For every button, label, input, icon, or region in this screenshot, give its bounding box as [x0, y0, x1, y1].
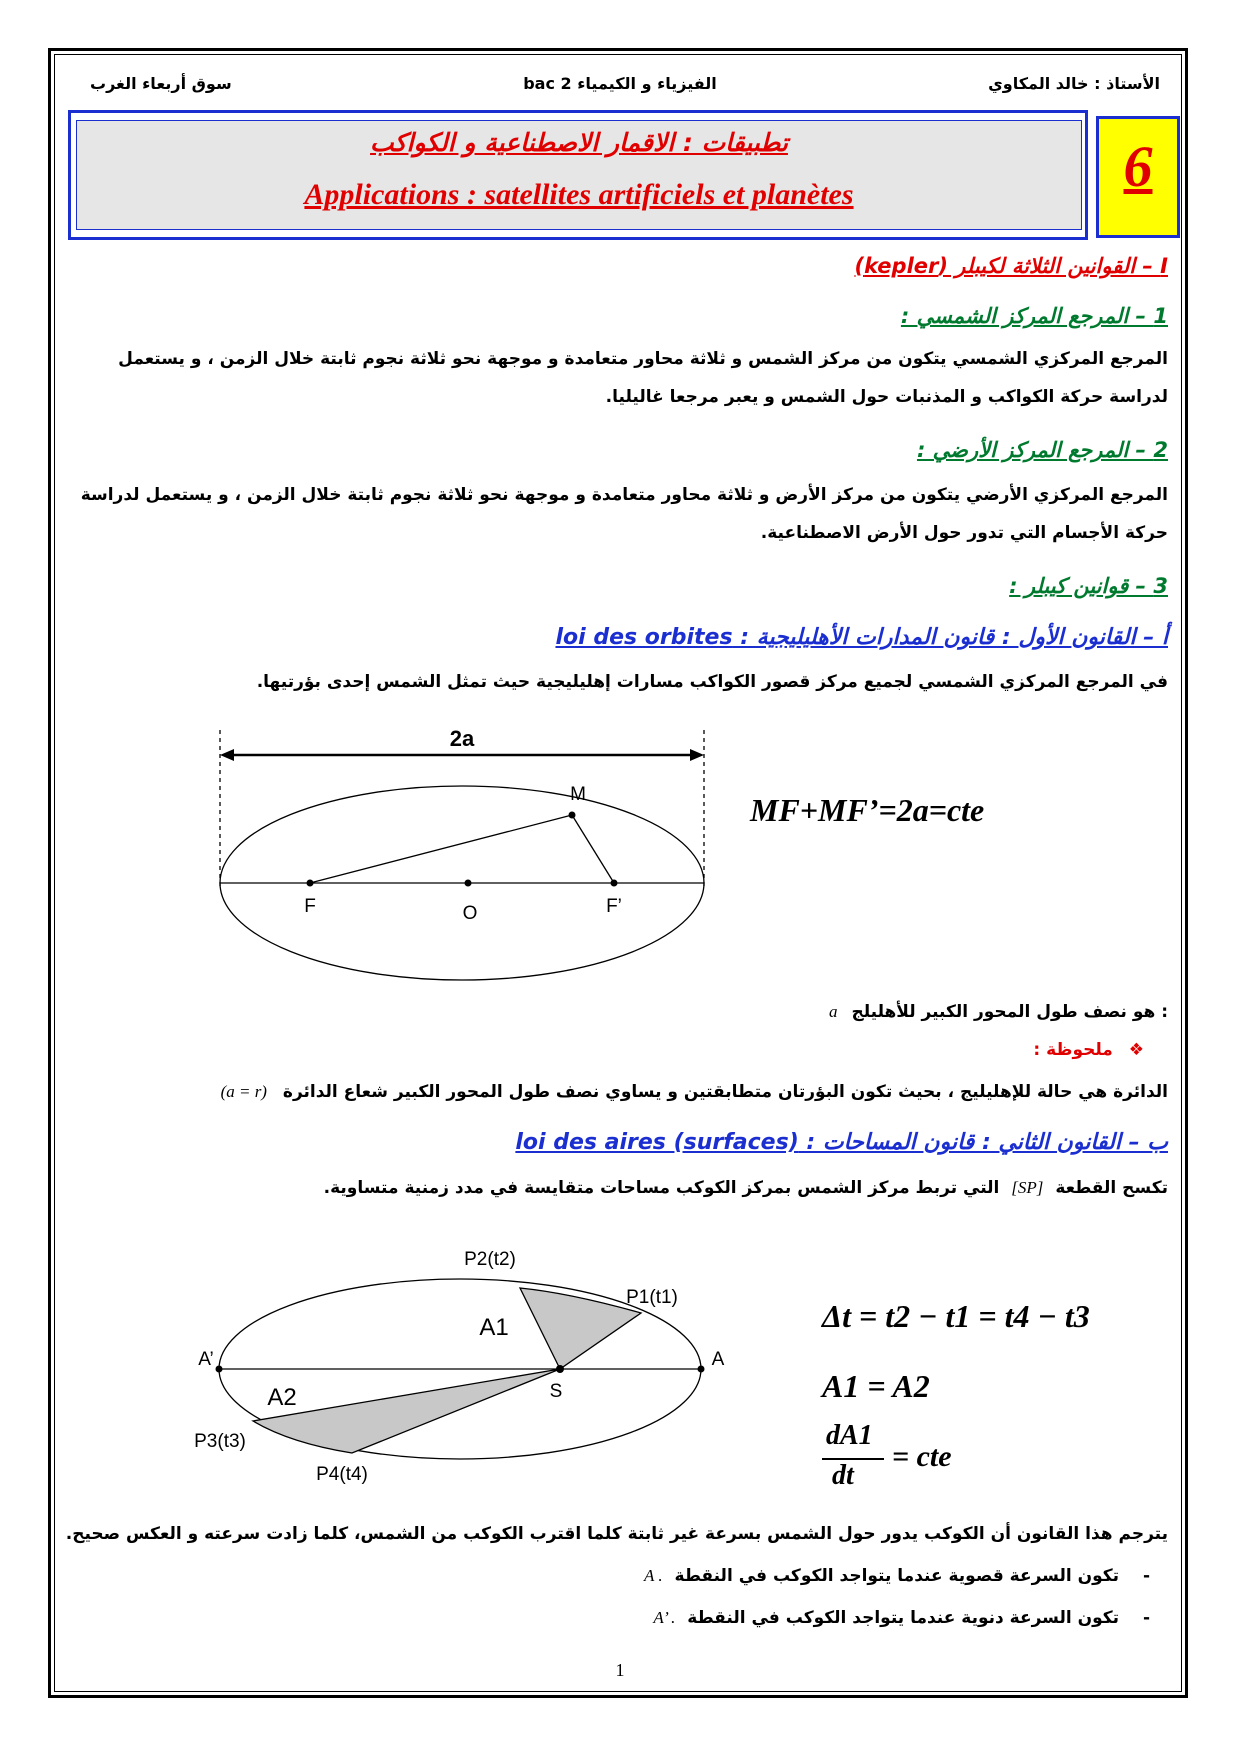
label-P2: P2(t2) — [464, 1249, 516, 1270]
title-french: Applications : satellites artificiels et planètes — [304, 178, 854, 211]
label-O: O — [462, 903, 478, 924]
law2-heading: ب – القانون الثاني : قانون المساحات : loi des aires (surfaces) — [515, 1130, 1168, 1155]
segment-MF-prime — [572, 815, 614, 883]
dimension-arrow-left — [220, 749, 234, 761]
bullet-dash: - — [1142, 1566, 1150, 1586]
school-place: سوق أربعاء الغرب — [90, 74, 232, 93]
law2-text-a: تكسح القطعة — [1055, 1178, 1168, 1198]
lesson-number-box — [1096, 116, 1180, 238]
equation-delta-t: Δt = t2 − t1 = t4 − t3 — [822, 1298, 1090, 1334]
sun-S-point — [556, 1365, 564, 1373]
dimension-label: 2a — [449, 726, 475, 751]
paragraph-geocentric: المرجع المركزي الأرضي يتكون من مركز الأرض و ثلاثة محاور متعامدة و موجهة نحو ثلاثة نجوم ثابتة خلال الزمن ، و يستعمل لدراسة حركة الأجسام التي تدور حول الأرض الاصطناعية. — [80, 485, 1168, 543]
subject-label: الفيزياء و الكيمياء 2 bac — [523, 74, 717, 93]
bullet-dash: - — [1142, 1608, 1150, 1628]
point-A — [698, 1366, 705, 1373]
law2-explanation: يترجم هذا القانون أن الكوكب يدور حول الشمس بسرعة غير ثابتة كلما اقترب الكوكب من الشمس، كلما زادت سرعته و العكس صحيح. — [65, 1524, 1168, 1544]
note-text — [221, 1082, 1168, 1102]
label-A1: A1 — [479, 1314, 509, 1341]
section-heading: I – القوانين الثلاثة لكيبلر (kepler) — [854, 254, 1168, 278]
lesson-number: 6 — [1123, 134, 1153, 199]
a-symbol: a — [829, 1002, 838, 1021]
label-P4: P4(t4) — [316, 1464, 368, 1485]
rate-denominator: dt — [832, 1460, 854, 1491]
center-O-point — [465, 880, 472, 887]
subsection-heading-1: 1 – المرجع المركز الشمسي : — [900, 304, 1168, 328]
subsection-heading-2: 2 – المرجع المركز الأرضي : — [916, 438, 1168, 462]
note-heading — [1033, 1040, 1144, 1060]
label-P3: P3(t3) — [194, 1431, 246, 1452]
area-A1-sector — [520, 1288, 641, 1369]
label-F: F — [304, 896, 316, 917]
law2-text — [324, 1178, 1168, 1198]
focus-F-point — [307, 880, 314, 887]
label-A2: A2 — [267, 1384, 297, 1411]
bullet-min-speed-text: تكون السرعة دنوية عندما يتواجد الكوكب في النقطة — [687, 1608, 1120, 1628]
rate-numerator: dA1 — [826, 1420, 873, 1451]
law1-text: في المرجع المركزي الشمسي لجميع مركز قصور الكواكب مسارات إهليليجية حيث تمثل الشمس إحدى بؤرتيها. — [256, 672, 1168, 692]
page-number: 1 — [615, 1660, 625, 1680]
label-F-prime: F’ — [606, 896, 622, 917]
subsection-heading-3: 3 – قوانين كيبلر : — [1009, 574, 1168, 598]
label-M: M — [570, 784, 586, 805]
ellipse-orbit-diagram — [200, 720, 720, 990]
equation-area-rate — [822, 1420, 1002, 1496]
note-label: ملحوظة : — [1033, 1040, 1113, 1060]
law2-text-b: التي تربط مركز الشمس بمركز الكوكب مساحات متقايسة في مدد زمنية متساوية. — [323, 1178, 1000, 1198]
label-A: A — [711, 1349, 725, 1370]
bullet-min-speed — [653, 1608, 1150, 1628]
law2-segment-SP: [SP] — [1011, 1178, 1044, 1197]
segment-MF — [310, 815, 572, 883]
note-formula: (a = r) — [220, 1082, 267, 1101]
bullet-max-speed-point: A . — [644, 1566, 663, 1585]
title-arabic: تطبيقات : الاقمار الاصطناعية و الكواكب — [370, 128, 788, 157]
equation-equal-areas: A1 = A2 — [822, 1368, 930, 1404]
a-definition-text: : هو نصف طول المحور الكبير للأهليلج — [851, 1002, 1168, 1022]
label-A-prime: A’ — [198, 1349, 214, 1370]
bullet-max-speed — [644, 1566, 1150, 1586]
focus-F-prime-point — [611, 880, 618, 887]
bullet-min-speed-point: A’ . — [653, 1608, 676, 1627]
equation-ellipse: MF+MF’=2a=cte — [750, 792, 985, 828]
teacher-name: الأستاذ : خالد المكاوي — [988, 74, 1160, 93]
note-bullet-icon: ❖ — [1128, 1040, 1144, 1060]
area-A2-sector — [253, 1369, 560, 1453]
dimension-arrow-right — [690, 749, 704, 761]
law1-heading: أ – القانون الأول : قانون المدارات الأهليليجية : loi des orbites — [555, 625, 1168, 650]
point-A-prime — [216, 1366, 223, 1373]
label-P1: P1(t1) — [626, 1287, 678, 1308]
label-S: S — [549, 1381, 563, 1402]
a-definition — [829, 1002, 1168, 1022]
rate-rhs: = cte — [892, 1440, 952, 1473]
paragraph-heliocentric: المرجع المركزي الشمسي يتكون من مركز الشمس و ثلاثة محاور متعامدة و موجهة نحو ثلاثة نجوم ثابتة خلال الزمن ، و يستعمل لدراسة حركة الكواكب و المذنبات حول الشمس و يعبر مرجعا غاليليا. — [118, 349, 1168, 407]
point-M — [569, 812, 576, 819]
note-text-body: الدائرة هي حالة للإهليليج ، بحيث تكون البؤرتان متطابقتين و يساوي نصف طول المحور الكبير شعاع الدائرة — [282, 1082, 1168, 1102]
area-law-diagram — [160, 1225, 750, 1490]
bullet-max-speed-text: تكون السرعة قصوية عندما يتواجد الكوكب في النقطة — [674, 1566, 1120, 1586]
